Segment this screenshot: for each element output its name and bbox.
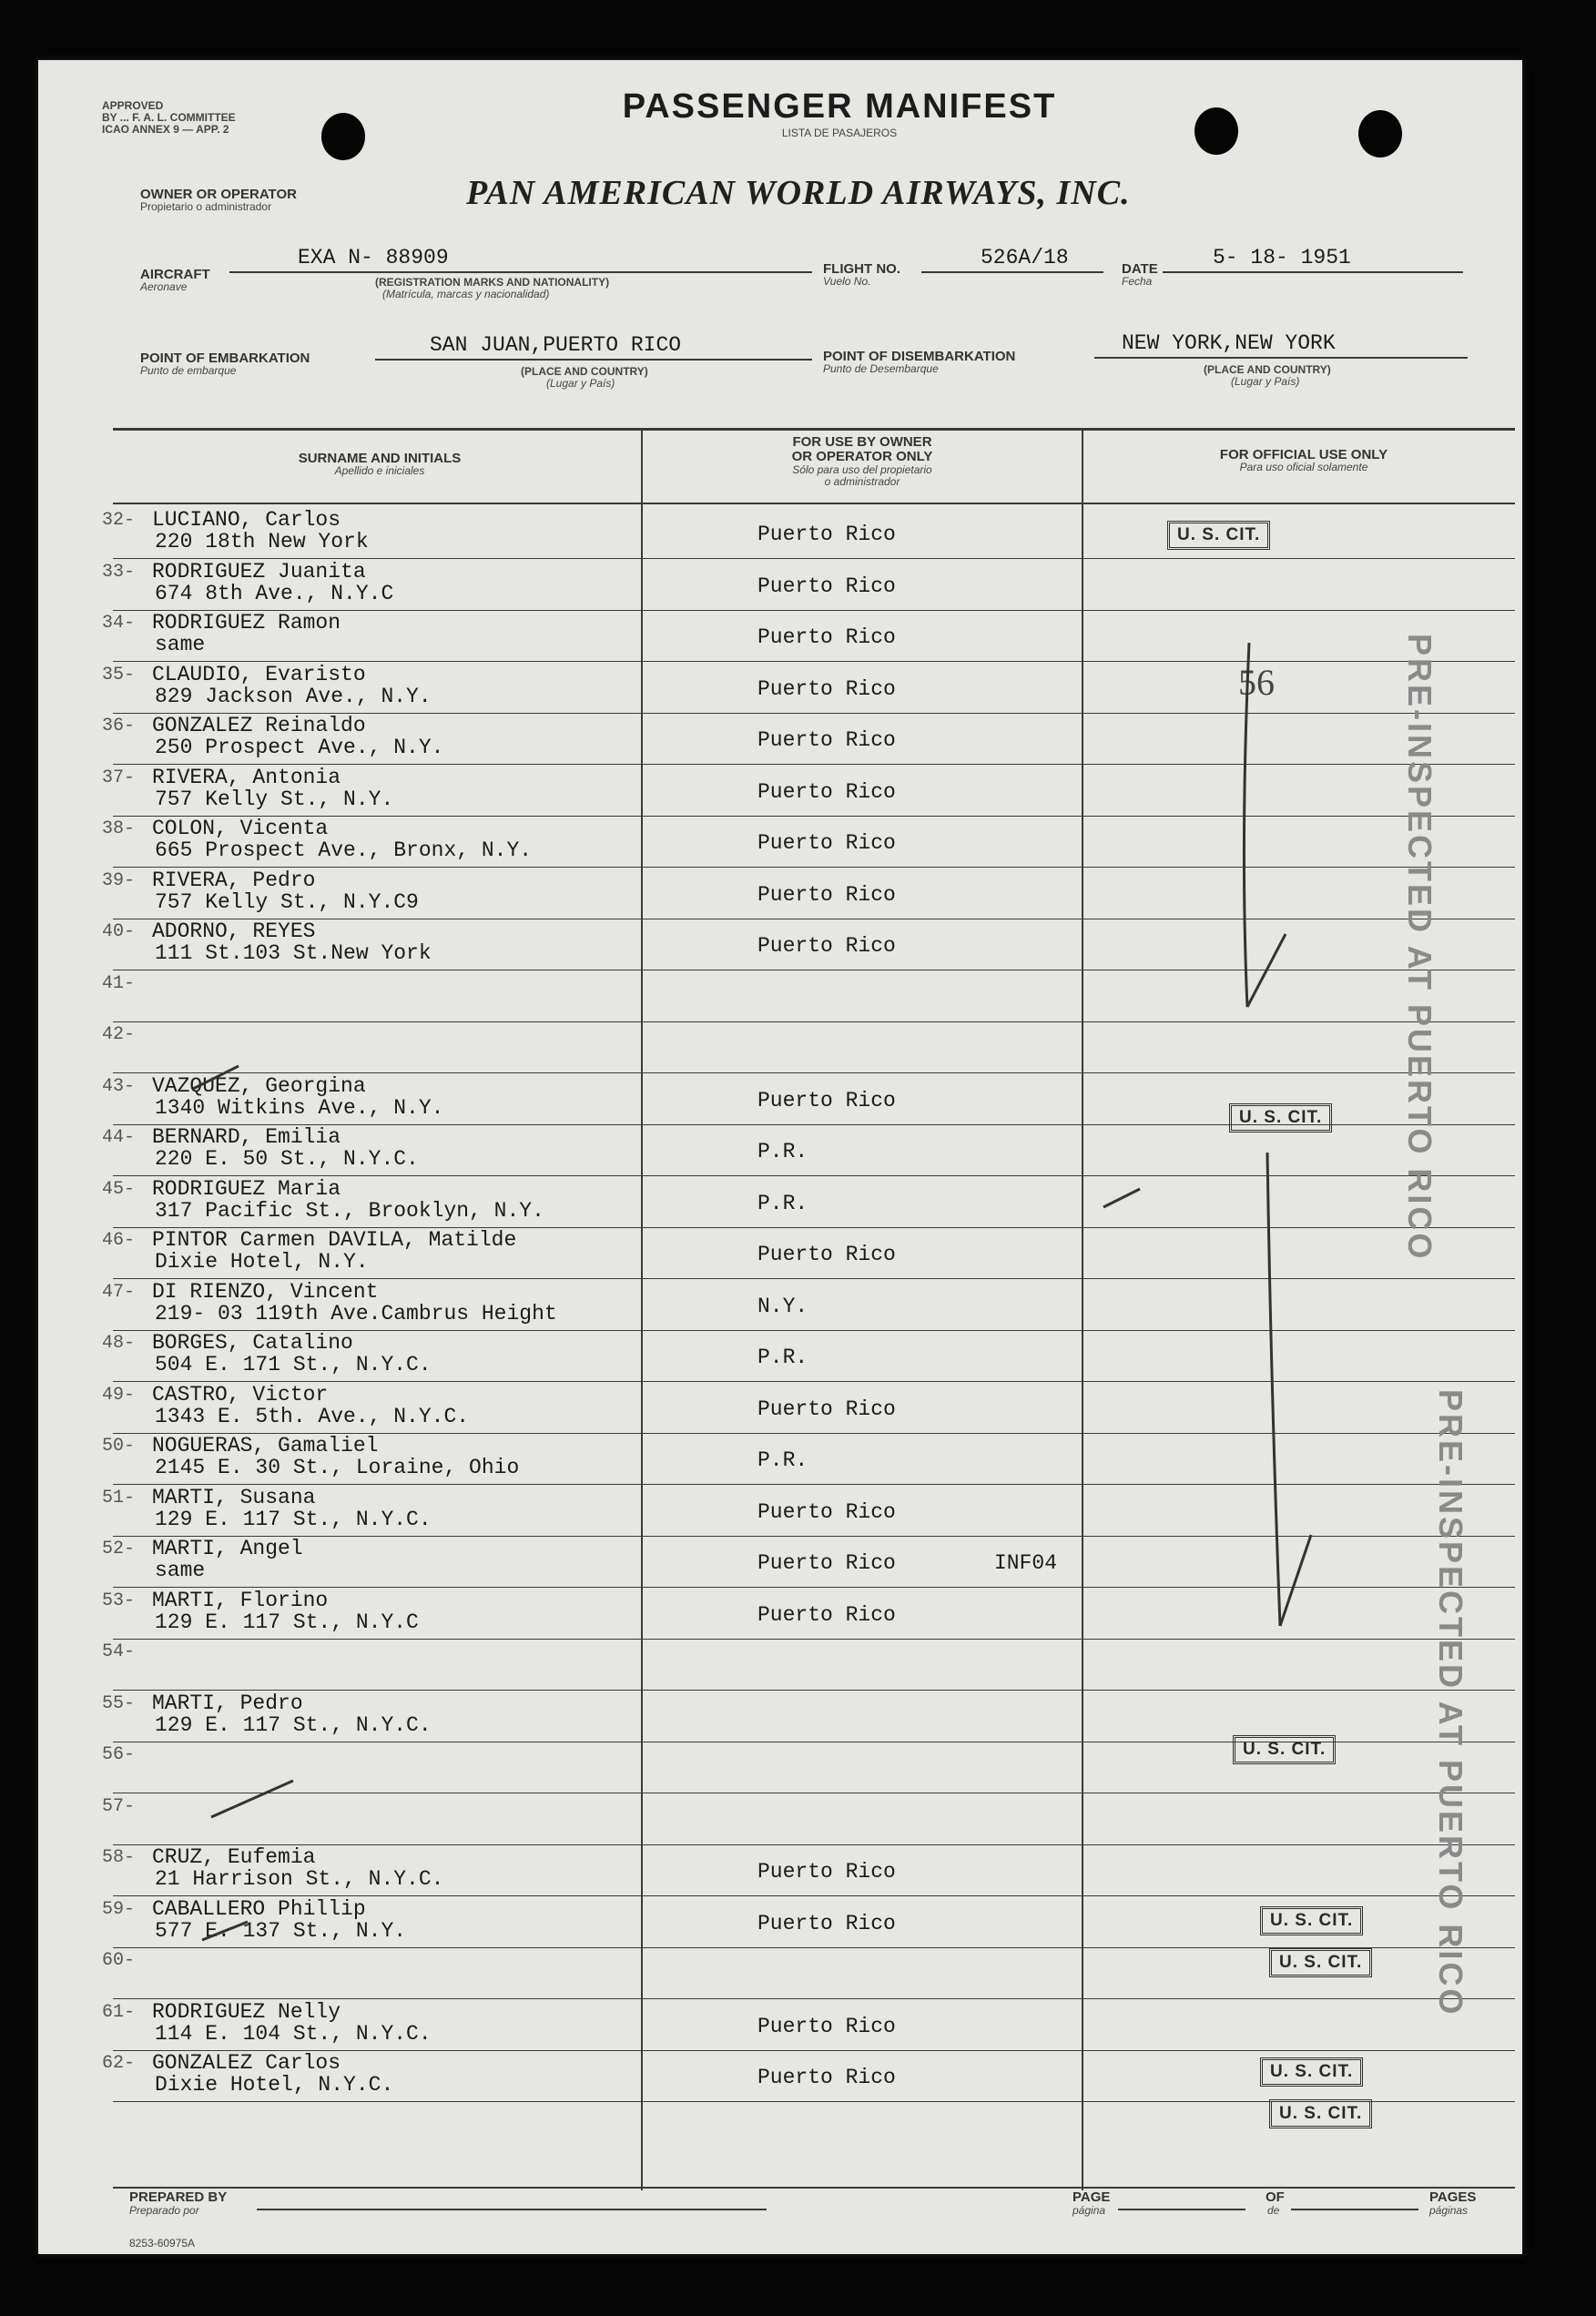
aircraft-label-es: Aeronave: [140, 280, 188, 293]
passenger-name: RODRIGUEZ Nelly: [152, 2000, 341, 2024]
passenger-address: 111 St.103 St.New York: [155, 941, 432, 965]
passenger-name: MARTI, Florino: [152, 1589, 329, 1612]
row-number: 62-: [102, 2053, 136, 2074]
passenger-name: CABALLERO Phillip: [152, 1897, 366, 1921]
row-number: 48-: [102, 1333, 136, 1354]
punch-hole-left: [321, 113, 365, 160]
date-value: 5- 18- 1951: [1213, 246, 1351, 269]
passenger-address: 2145 E. 30 St., Loraine, Ohio: [155, 1456, 520, 1479]
disembark-underline: [1094, 357, 1468, 359]
us-cit-stamp: U. S. CIT.: [1269, 1948, 1372, 1977]
passenger-origin: Puerto Rico: [757, 1860, 896, 1884]
owner-label-es: Propietario o administrador: [140, 200, 272, 213]
row-number: 45-: [102, 1179, 136, 1200]
passenger-name: GONZALEZ Carlos: [152, 2051, 341, 2075]
row-number: 38-: [102, 818, 136, 839]
check-marks: [1085, 570, 1449, 1753]
approval-line-1: APPROVED: [102, 99, 164, 112]
disembark-label: POINT OF DISEMBARKATION: [823, 349, 1016, 364]
row-number: 32-: [102, 510, 136, 531]
row-number: 37-: [102, 767, 136, 788]
row-number: 54-: [102, 1641, 136, 1662]
flight-label-es: Vuelo No.: [823, 275, 871, 288]
passenger-address: 504 E. 171 St., N.Y.C.: [155, 1353, 432, 1376]
passenger-name: RODRIGUEZ Ramon: [152, 611, 341, 635]
passenger-origin: Puerto Rico: [757, 1243, 896, 1266]
row-number: 53-: [102, 1590, 136, 1611]
pre-inspected-stamp-upper: PRE-INSPECTED AT PUERTO RICO: [1401, 634, 1438, 1262]
of-label-es: de: [1267, 2204, 1280, 2217]
prepared-by-label: PREPARED BY: [129, 2189, 228, 2205]
passenger-name: RODRIGUEZ Juanita: [152, 560, 366, 584]
row-number: 44-: [102, 1127, 136, 1148]
passenger-origin: Puerto Rico: [757, 883, 896, 907]
owner-use-header-text: FOR USE BY OWNER OR OPERATOR ONLY: [791, 434, 933, 464]
passenger-name: BERNARD, Emilia: [152, 1125, 341, 1149]
approval-line-3: ICAO ANNEX 9 — APP. 2: [102, 123, 229, 136]
passenger-origin: N.Y.: [757, 1295, 808, 1318]
passenger-address: 129 E. 117 St., N.Y.C.: [155, 1508, 432, 1531]
passenger-origin: Puerto Rico: [757, 625, 896, 649]
passenger-address: 829 Jackson Ave., N.Y.: [155, 685, 432, 708]
passenger-name: VAZQUEZ, Georgina: [152, 1074, 366, 1098]
passenger-note: INF04: [994, 1551, 1058, 1575]
row-number: 43-: [102, 1076, 136, 1097]
row-number: 41-: [102, 973, 136, 994]
row-number: 56-: [102, 1744, 136, 1765]
passenger-name: NOGUERAS, Gamaliel: [152, 1434, 379, 1458]
header-bottom-rule: [113, 503, 1515, 504]
embark-label-es: Punto de embarque: [140, 364, 237, 377]
passenger-origin: Puerto Rico: [757, 523, 896, 546]
row-number: 58-: [102, 1847, 136, 1868]
passenger-name: MARTI, Angel: [152, 1537, 303, 1560]
row-number: 47-: [102, 1282, 136, 1303]
passenger-origin: P.R.: [757, 1140, 808, 1163]
flight-underline: [921, 271, 1103, 273]
date-label-es: Fecha: [1122, 275, 1153, 288]
surname-header-es: Apellido e iniciales: [334, 464, 425, 477]
aircraft-label: AIRCRAFT: [140, 267, 210, 282]
passenger-name: PINTOR Carmen DAVILA, Matilde: [152, 1228, 517, 1252]
approval-line-2: BY ... F. A. L. COMMITTEE: [102, 111, 236, 124]
official-header-text: FOR OFFICIAL USE ONLY: [1219, 447, 1388, 462]
pages-label-es: páginas: [1429, 2204, 1469, 2217]
passenger-address: 114 E. 104 St., N.Y.C.: [155, 2022, 432, 2046]
of-label: OF: [1266, 2189, 1285, 2205]
disembark-value: NEW YORK,NEW YORK: [1122, 331, 1336, 355]
passenger-name: BORGES, Catalino: [152, 1331, 353, 1355]
embark-value: SAN JUAN,PUERTO RICO: [430, 333, 682, 357]
row-number: 49-: [102, 1385, 136, 1406]
official-header-es: Para uso oficial solamente: [1239, 461, 1368, 473]
passenger-origin: Puerto Rico: [757, 2015, 896, 2038]
page-title-es: LISTA DE PASAJEROS: [781, 127, 898, 139]
registration-note: (REGISTRATION MARKS AND NATIONALITY): [375, 276, 610, 289]
row-number: 35-: [102, 665, 136, 686]
embark-place-note: (PLACE AND COUNTRY): [521, 365, 648, 378]
passenger-name: CASTRO, Victor: [152, 1383, 329, 1407]
passenger-origin: Puerto Rico: [757, 677, 896, 701]
aircraft-value: EXA N- 88909: [298, 246, 449, 269]
passenger-address: 757 Kelly St., N.Y.C9: [155, 890, 419, 914]
row-number: 34-: [102, 613, 136, 634]
row-number: 51-: [102, 1488, 136, 1508]
page-title: PASSENGER MANIFEST: [622, 87, 1057, 126]
us-cit-stamp: U. S. CIT.: [1229, 1103, 1332, 1133]
manifest-sheet: [38, 60, 1522, 2254]
row-number: 50-: [102, 1436, 136, 1457]
row-number: 60-: [102, 1950, 136, 1971]
passenger-name: MARTI, Pedro: [152, 1691, 303, 1715]
passenger-name: RODRIGUEZ Maria: [152, 1177, 341, 1201]
us-cit-stamp: U. S. CIT.: [1269, 2099, 1372, 2128]
embark-place-note-es: (Lugar y País): [546, 377, 615, 390]
row-number: 61-: [102, 2002, 136, 2023]
disembark-label-es: Punto de Desembarque: [823, 362, 939, 375]
passenger-address: 21 Harrison St., N.Y.C.: [155, 1867, 444, 1891]
owner-label: OWNER OR OPERATOR: [140, 187, 297, 202]
passenger-name: DI RIENZO, Vincent: [152, 1280, 379, 1304]
date-underline: [1163, 271, 1463, 273]
passenger-address: 219- 03 119th Ave.Cambrus Height: [155, 1302, 557, 1326]
passenger-address: 129 E. 117 St., N.Y.C.: [155, 1713, 432, 1737]
row-number: 46-: [102, 1230, 136, 1251]
passenger-origin: Puerto Rico: [757, 780, 896, 804]
passenger-origin: Puerto Rico: [757, 728, 896, 752]
passenger-address: 674 8th Ave., N.Y.C: [155, 582, 394, 605]
row-number: 33-: [102, 562, 136, 583]
passenger-origin: Puerto Rico: [757, 1551, 896, 1575]
passenger-address: 577 E. 137 St., N.Y.: [155, 1919, 407, 1943]
embark-underline: [375, 359, 812, 361]
passenger-name: RIVERA, Pedro: [152, 868, 316, 892]
prepared-by-label-es: Preparado por: [129, 2204, 199, 2217]
of-line: [1291, 2209, 1418, 2210]
passenger-name: ADORNO, REYES: [152, 919, 316, 943]
passenger-name: RIVERA, Antonia: [152, 766, 341, 789]
passenger-origin: Puerto Rico: [757, 1603, 896, 1627]
pages-label: PAGES: [1429, 2189, 1477, 2205]
passenger-origin: Puerto Rico: [757, 831, 896, 855]
passenger-address: 757 Kelly St., N.Y.: [155, 787, 394, 811]
prepared-by-line: [257, 2209, 767, 2210]
owner-use-header-es: Sólo para uso del propietario o administrador: [792, 463, 932, 488]
disembark-place-note-es: (Lugar y País): [1231, 375, 1300, 388]
passenger-address: 250 Prospect Ave., N.Y.: [155, 736, 444, 759]
registration-note-es: (Matrícula, marcas y nacionalidad): [382, 288, 550, 300]
us-cit-stamp: U. S. CIT.: [1260, 1906, 1363, 1935]
table-row: [38, 1998, 1522, 2050]
owner-value: PAN AMERICAN WORLD AIRWAYS, INC.: [466, 174, 1131, 212]
passenger-address: 1343 E. 5th. Ave., N.Y.C.: [155, 1405, 470, 1428]
passenger-address: same: [155, 1559, 206, 1582]
passenger-origin: Puerto Rico: [757, 574, 896, 598]
embark-label: POINT OF EMBARKATION: [140, 350, 310, 366]
row-slash-marks: [184, 1052, 402, 1945]
row-number: 42-: [102, 1024, 136, 1045]
flight-value: 526A/18: [981, 246, 1069, 269]
row-number: 39-: [102, 870, 136, 891]
passenger-origin: Puerto Rico: [757, 934, 896, 958]
pre-inspected-stamp-lower: PRE-INSPECTED AT PUERTO RICO: [1432, 1389, 1469, 2017]
row-number: 52-: [102, 1539, 136, 1559]
passenger-name: CRUZ, Eufemia: [152, 1845, 316, 1869]
page-label-es: página: [1072, 2204, 1106, 2217]
passenger-name: COLON, Vicenta: [152, 817, 329, 840]
passenger-address: 220 E. 50 St., N.Y.C.: [155, 1147, 419, 1171]
row-number: 57-: [102, 1796, 136, 1817]
passenger-name: LUCIANO, Carlos: [152, 508, 341, 532]
page-line: [1118, 2209, 1245, 2210]
passenger-address: 317 Pacific St., Brooklyn, N.Y.: [155, 1199, 544, 1223]
official-header: [1094, 448, 1513, 473]
passenger-origin: P.R.: [757, 1448, 808, 1472]
passenger-origin: Puerto Rico: [757, 1500, 896, 1524]
footer-rule: [113, 2187, 1515, 2189]
passenger-origin: P.R.: [757, 1192, 808, 1215]
passenger-address: 220 18th New York: [155, 530, 369, 554]
owner-use-header: [657, 435, 1067, 488]
row-number: 59-: [102, 1899, 136, 1920]
disembark-place-note: (PLACE AND COUNTRY): [1204, 363, 1331, 376]
row-number: 55-: [102, 1693, 136, 1714]
passenger-origin: Puerto Rico: [757, 2066, 896, 2089]
us-cit-stamp: U. S. CIT.: [1167, 521, 1270, 550]
punch-hole-right-1: [1194, 107, 1238, 155]
passenger-address: Dixie Hotel, N.Y.: [155, 1250, 369, 1274]
row-number: 40-: [102, 921, 136, 942]
page-label: PAGE: [1072, 2189, 1111, 2205]
surname-header: [175, 452, 585, 477]
us-cit-stamp: U. S. CIT.: [1233, 1735, 1336, 1764]
passenger-origin: Puerto Rico: [757, 1089, 896, 1112]
passenger-origin: P.R.: [757, 1346, 808, 1369]
passenger-address: same: [155, 633, 206, 656]
punch-hole-right-2: [1358, 110, 1402, 157]
row-number: 36-: [102, 716, 136, 736]
aircraft-underline: [229, 271, 812, 273]
us-cit-stamp: U. S. CIT.: [1260, 2057, 1363, 2087]
passenger-origin: Puerto Rico: [757, 1912, 896, 1935]
flight-label: FLIGHT NO.: [823, 261, 900, 277]
passenger-name: MARTI, Susana: [152, 1486, 316, 1509]
handwritten-count: 56: [1238, 662, 1275, 703]
passenger-address: 665 Prospect Ave., Bronx, N.Y.: [155, 838, 533, 862]
passenger-address: 1340 Witkins Ave., N.Y.: [155, 1096, 444, 1120]
passenger-address: 129 E. 117 St., N.Y.C: [155, 1610, 419, 1634]
passenger-name: GONZALEZ Reinaldo: [152, 714, 366, 737]
passenger-name: CLAUDIO, Evaristo: [152, 663, 366, 686]
table-row: [38, 506, 1522, 558]
form-number: 8253-60975A: [129, 2237, 196, 2250]
surname-header-text: SURNAME AND INITIALS: [298, 451, 462, 466]
passenger-address: Dixie Hotel, N.Y.C.: [155, 2073, 394, 2097]
date-label: DATE: [1122, 261, 1158, 277]
table-top-rule: [113, 428, 1515, 431]
passenger-origin: Puerto Rico: [757, 1397, 896, 1421]
